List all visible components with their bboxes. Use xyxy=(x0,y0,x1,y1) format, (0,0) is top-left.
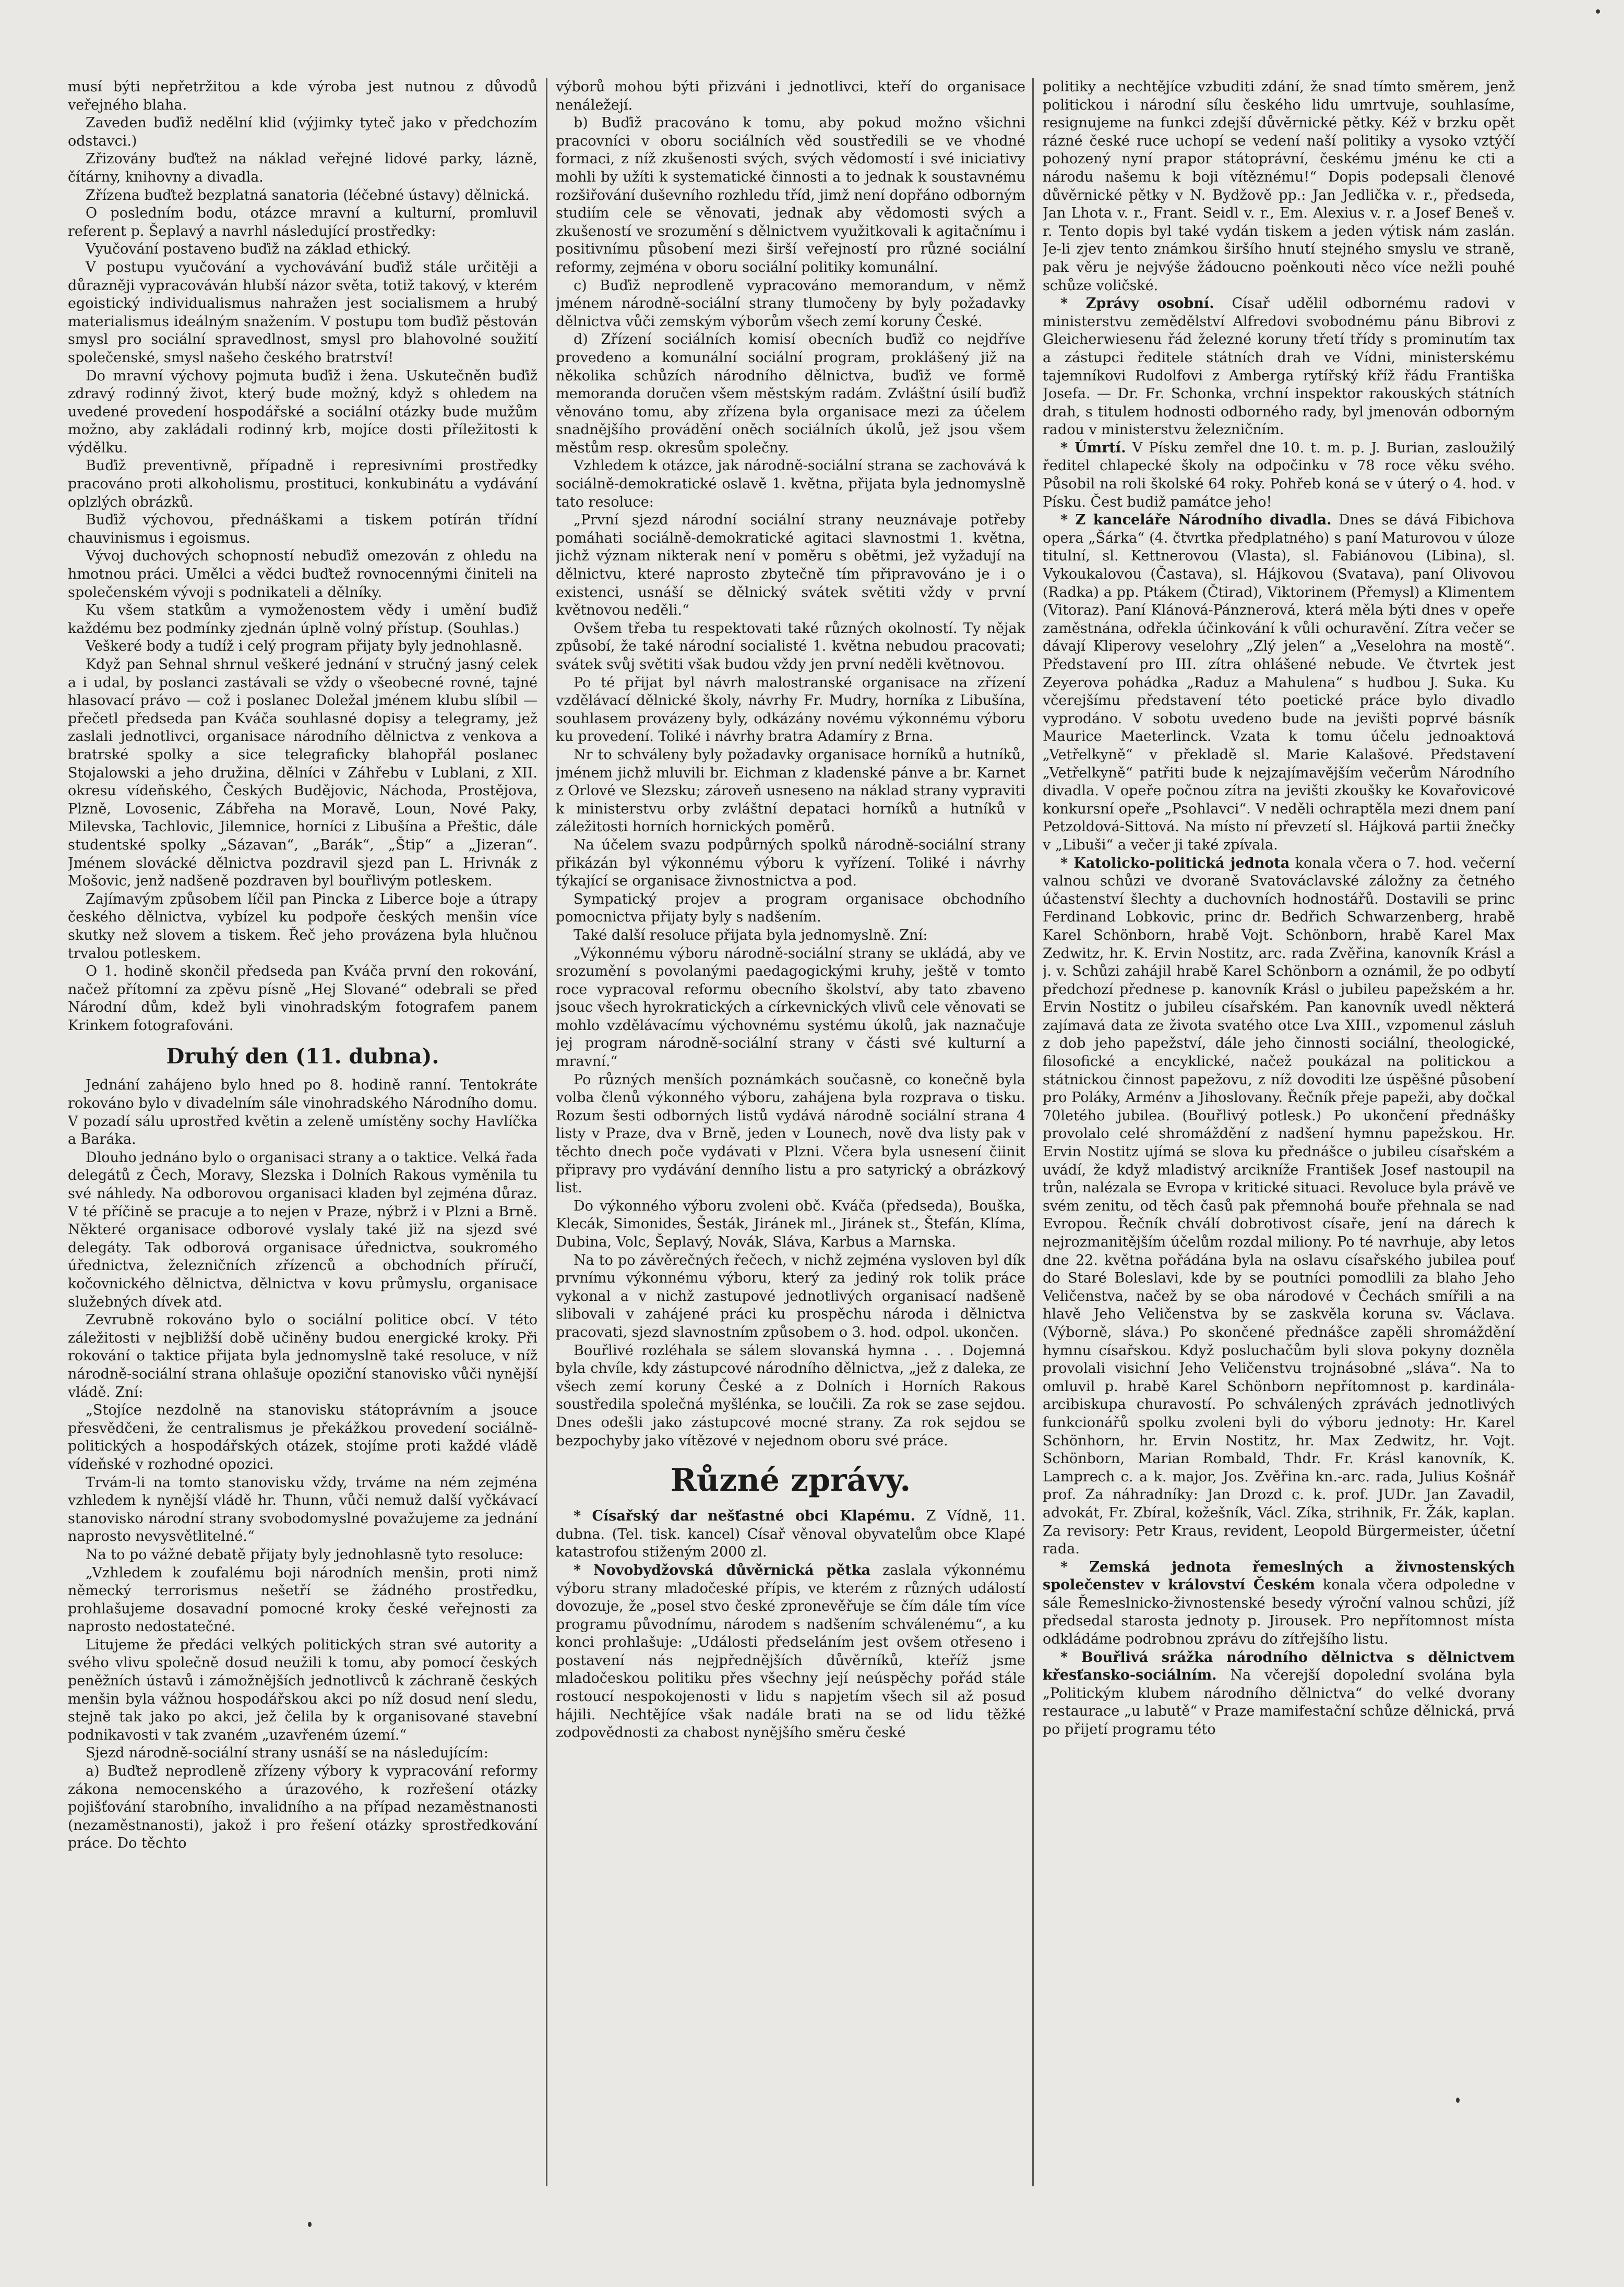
article-paragraph: Ku všem statkům a vymoženostem vědy i umění buďiž každému bez podmínky zjednán úplně volný přístup. (Souhlas.) xyxy=(68,602,538,637)
news-notice xyxy=(1043,511,1515,854)
article-paragraph: Po různých menších poznámkách současně, co konečně byla volba členů výkonného výboru, zahájena byla rozprava o tisku. Rozum šesti odborných listů vydává národně sociální strana 4 listy v Praze, dva v Brně, jeden v Lounech, nově dva listy pak v těchto dnech poče vydávati v Plzni. Včera byla usnesení čiinit připravy pro vydávání denního listu a pro satyrický a obrázkový list. xyxy=(556,1071,1025,1196)
column-rule-2 xyxy=(1032,78,1034,2186)
article-paragraph: „Výkonnému výboru národně-sociální strany se ukládá, aby ve srozumění s povolanými paedagogickými kruhy, ještě v tomto roce vypracoval reformu obecního školství, aby tato zbaveno jsouc všech hyrokratických a církevnických vlivů cele věnovati se mohlo vzdělávacímu výchovnému systému úkolů, jak naznačuje jej program národně-sociální strany v části své kulturní a mravní.“ xyxy=(556,945,1025,1070)
section-heading: Různé zprávy. xyxy=(670,1462,911,1499)
article-paragraph: Sympatický projev a program organisace obchodního pomocnictva přijaty byly s nadšením. xyxy=(556,891,1025,926)
article-paragraph: politiky a nechtějíce vzbuditi zdání, že snad tímto směrem, jenž politickou i národní sílu českého lidu umrtvuje, souhlasíme, resignujeme na funkci zdejší důvěrnické pětky. Kéž v brzku opět rázné české ruce uchopí se vedení naší politiky a vysoko vztýčí pohozený nyní prapor státoprávní, českému jménu ke cti a národu našemu k boji vítěznému!“ Dopis podepsali členové důvěrnické pětky v N. Bydžově pp.: Jan Jedlička v. r., předseda, Jan Lhota v. r., Frant. Seidl v. r., Em. Alexius v. r. a Josef Beneš v. r. Tento dopis byl také vydán tiskem a jeden výtisk nám zaslán. Je-li zjev tento známkou širšího hnutí stejného smyslu ve straně, pak věru je nejvýše žádoucno poěnkouti něco více nežli pouhé schůze voličské. xyxy=(1043,79,1515,294)
article-paragraph: Zřizovány buďtež na náklad veřejné lidové parky, lázně, čítárny, knihovny a divadla. xyxy=(68,151,538,185)
article-paragraph: Do výkonného výboru zvoleni obč. Kváča (předseda), Bouška, Klecák, Simonides, Šesták, Jiránek ml., Jiránek st., Štefán, Klíma, Dubina, Volc, Šeplavý, Novák, Sláva, Karbus a Marnska. xyxy=(556,1198,1025,1250)
notice-title: * Zprávy osobní. xyxy=(1060,295,1214,312)
news-notice xyxy=(1043,855,1515,1559)
article-paragraph: „Stojíce nezdolně na stanovisku státoprávním a jsouce přesvědčeni, že centralismus je překážkou provedení sociálně-politických a hospodářských otázek, stojíme proti každé vládě vídeňské v rozhodné opozici. xyxy=(68,1402,538,1472)
notice-title: * Císařský dar nešťastné obci Klapému. xyxy=(574,1508,916,1525)
article-paragraph: Buďiž výchovou, přednáškami a tiskem potírán třídní chauvinismus i egoismus. xyxy=(68,512,538,546)
notice-body: V Písku zemřel dne 10. t. m. p. J. Burian, zasloužilý ředitel chlapecké školy na odpočinku v 78 roce věku svého. Působil na roli školské 64 roky. Pohřeb koná se v úterý o 4. hod. v Písku. Čest budiž památce jeho! xyxy=(1043,439,1515,510)
news-notice xyxy=(1043,1559,1515,1649)
notice-title: * Novobydžovská důvěrnická pětka xyxy=(574,1562,871,1578)
news-notice xyxy=(1043,439,1515,511)
article-paragraph: Zřízena buďtež bezplatná sanatoria (léčebné ústavy) dělnická. xyxy=(86,187,530,203)
notice-body: Císař udělil odbornému radovi v ministerstvu zemědělství Alfredovi svobodnému pánu Bibrovi z Gleicherwiesenu řád železné koruny třetí třídy s prominutím tax a zástupci ředitele státních drah ve Vídni, ministerskému tajemníkovi Rudolfovi z Amberga rytířský kříž řádu Františka Josefa. — Dr. Fr. Schonka, vrchní inspektor rakouských státních drah, s titulem hodnosti odborného rady, byl jmenován odborným radou v ministerstvu železničním. xyxy=(1043,295,1515,438)
article-paragraph: c) Buďiž neprodleně vypracováno memorandum, v němž jménem národně-sociální strany tlumočeny by byly požadavky dělnictva vůči zemským výborům všech zemí koruny České. xyxy=(556,277,1025,330)
article-paragraph: a) Buďtež neprodleně zřízeny výbory k vypracování reformy zákona nemocenského a úrazového, k rozřešení otázky pojišťování starobního, invalidního a na případ nezaměstnanosti (nezaměstnanosti), jakož i pro řešení otázky sprostředkování práce. Do těchto xyxy=(68,1763,538,1852)
corner-dot xyxy=(1596,9,1600,14)
article-paragraph: Vývoj duchových schopností nebuďiž omezován z ohledu na hmotnou práci. Umělci a vědci buďtež rovnocennými činiteli na společenském vývoji s podnikateli a dělníky. xyxy=(68,548,538,601)
article-paragraph: Do mravní výchovy pojmuta buďiž i žena. Uskutečněn buďiž zdravý rodinný život, který bude možný, když s ohledem na uvedené provedení hospodářské a sociální otázky bude mužům možno, aby zakládali rodinný krb, mojíce dosti příležitosti k výdělku. xyxy=(68,367,538,456)
article-paragraph: „Vzhledem k zoufalému boji národních menšin, proti nimž německý terrorismus nešetří se žádného prostředku, prohlašujeme dosavadní pomocné kroky české veřejnosti za naprosto nedostatečné. xyxy=(68,1564,538,1635)
article-paragraph: Ovšem třeba tu respektovati také různých okolností. Ty nějak způsobí, že také národní socialisté 1. května nebudou pracovati; svátek svůj světiti však budou vždy jen první neděli květnovou. xyxy=(556,620,1025,673)
article-paragraph: Vyučování postaveno buďiž na základ ethický. xyxy=(86,241,411,258)
article-paragraph: „První sjezd národní sociální strany neuznávaje potřeby pomáhati sociálně-demokratické agitaci slavnostmi 1. května, jichž význam nikterak není v poměru s obětmi, jež vyžadují na dělnictvu, které naprosto zbytečně tím připravováno je i o existenci, usnáší se dělnický svátek světiti vždy v první květnovou neděli.“ xyxy=(556,512,1025,619)
column-1 xyxy=(68,78,538,2186)
notice-title: * Katolicko-politická jednota xyxy=(1060,855,1290,871)
article-paragraph: musí býti nepřetržitou a kde výroba jest nutnou z důvodů veřejného blaha. xyxy=(68,79,538,113)
notice-body: zaslala výkonnému výboru strany mladočeské přípis, ve kterém z různých událostí dovozuje, že „posel stvo české zpronevěřuje se čím dále tím více programu původnímu, národem s nadšením schválenému“, a ku konci prohlašuje: „Události předseláním jest ovšem otřeseno i postavení nás nejpřednějších důvěrníků, kteříž jsme mladočeskou politiku přes všechny její neúspěchy pořád stále rostoucí nespokojenosti v lidu s napjetím všech sil až posud hájili. Nechtějíce však nadále brati na se od lidu těžké zodpovědnosti za chabost nynějšího směru české xyxy=(556,1562,1025,1741)
notice-body: Na včerejší dopolední svolána byla „Politickým klubem národního dělnictva“ do velké dvorany restaurace „u labutě“ v Praze mamifestační schůze dělnická, prvá po přijetí programu této xyxy=(1043,1667,1515,1738)
article-paragraph: V postupu vyučování a vychovávání buďiž stále určitěji a důrazněji vypracováván hlubší názor světa, totiž takový, v kterém egoistický individualismus nahražen jest socialismem a hrubý materialismus ideálným snažením. V postupu tom buďiž pěstován smysl pro sociální spravedlnost, smysl pro blahovolné soužití společenské, smysl našeho českého bratrství! xyxy=(68,259,538,366)
article-paragraph: Litujeme že předáci velkých politických stran své autority a svého vlivu společně dosud neužili k tomu, aby pomocí českých peněžních ústavů i zámožnějších jednotlivců k záchraně českých menšin byla vážnou hospodářskou akci po níž dosud není sledu, stejně tak jako po akci, jež čelila by k organisované stavební podnikavosti v tak zvaném „uzavřeném území.“ xyxy=(68,1636,538,1743)
article-paragraph: Na účelem svazu podpůrných spolků národně-sociální strany přikázán byl výkonnému výboru k vyřízení. Toliké i návrhy týkající se organisace živnostnictva a pod. xyxy=(556,836,1025,890)
article-paragraph: Nr to schváleny byly požadavky organisace horníků a hutníků, jménem jichž mluvili br. Eichman z kladenské pánve a br. Karnet z Orlové ve Slezsku; zároveň usneseno na náklad strany vypraviti k ministerstvu orby zvláštní depataci horníků a hutníků v záležitosti horních hornických poměrů. xyxy=(556,746,1025,835)
notice-body: Z Vídně, 11. dubna. (Tel. tisk. kancel) Císař věnoval obyvatelům obce Klapé katastrofou stiženým 2000 zl. xyxy=(556,1508,1025,1561)
print-speck xyxy=(1456,2098,1460,2103)
print-speck xyxy=(308,2222,312,2227)
notice-title: * Bouřlivá srážka národního dělnictva s dělnictvem křesťansko-sociálním. xyxy=(1043,1649,1515,1684)
article-paragraph: Jednání zahájeno bylo hned po 8. hodině ranní. Tentokráte rokováno bylo v divadelním sále vinohradského Národního domu. V pozadí sálu uprostřed květin a zeleně umístěny sochy Havlíčka a Baráka. xyxy=(68,1077,538,1148)
article-paragraph: Na to po závěrečných řečech, v nichž zejména vysloven byl dík prvnímu výkonnému výboru, který za jediný rok tolik práce vykonal a v nichž zastupové jednotlivých organisací nadšeně slibovali v zahájené práci ku prospěchu národa i dělnictva pracovati, sjezd slavnostním způsobem o 3. hod. odpol. ukončen. xyxy=(556,1252,1025,1340)
news-notice xyxy=(556,1507,1025,1562)
article-paragraph: d) Zřízení sociálních komisí obecních buďiž co nejdříve provedeno a komunální sociální program, proklášený již na několika schůzích národního dělnictva, buďiž ve formě memoranda doručen všem městským radám. Zvláštní úsilí buďiž věnováno tomu, aby zřízena byla organisace mezi za účelem snadnějšího provádění oněch sociálních úkolů, jež jsou všem městům resp. okresům společny. xyxy=(556,331,1025,456)
news-notice xyxy=(1043,295,1515,439)
article-paragraph: Trvám-li na tomto stanovisku vždy, trváme na ném zejména vzhledem k nynější vládě hr. Thunn, vůči nemuž další vyčkávací stanovisko národní strany svobodomyslné považujeme za jednání naprosto nevysvětlitelné.“ xyxy=(68,1474,538,1545)
article-paragraph: Zajímavým způsobem líčil pan Pincka z Liberce boje a útrapy českého dělnictva, vybízel ku podpoře českých menšin více skutky než slovem a tiskem. Řeč jeho provázena byla hlučnou trvalou potleskem. xyxy=(68,891,538,962)
section-heading: Druhý den (11. dubna). xyxy=(166,1044,439,1069)
article-paragraph: Také další resoluce přijata byla jednomyslně. Zní: xyxy=(574,927,928,943)
article-paragraph: Zaveden buďiž nedělní klid (výjimky tyteč jako v předchozím odstavci.) xyxy=(68,115,538,149)
news-notice xyxy=(556,1562,1025,1742)
notice-body: Dnes se dává Fibichova opera „Šárka“ (4. čtvrtka předplatného) s paní Maturovou v úloze titulní, sl. Kettnerovou (Vlasta), sl. Fabiánovou (Libina), sl. Vykoukalovou (Častava), sl. Hájkovou (Svatava), paní Olivovou (Radka) a pp. Ptákem (Čtirad), Viktorinem (Přemysl) a Klimentem (Vitoraz). Paní Klánová-Pánznerová, která měla býti dnes v opeře zaměstnána, odřekla účinkování k vůli ochuravění. Zítra večer se dávají Kliperovy veselohry „Zlý jelen“ a „Veselohra na mostě“. Představení pro III. zítra ohlášené nebude. Ve čtvrtek jest Zeyerova pohádka „Raduz a Mahulena“ s hudbou J. Suka. Ku včerejšímu představení této poetické práce bylo divadlo vyprodáno. V sobotu uvedeno bude na jevišti poprvé básník Maurice Maeterlinck. Vzata k tomu účelu jednoaktová „Vetřelkyně“ v překladě sl. Marie Kalašové. Představení „Vetřelkyně“ patřiti bude k nejzajímavějším večerům Národního divadla. V opeře počnou zítra na jevišti zkoušky ke Kovařovicové konkursní opeře „Psohlavci“. V neděli ochraptěla mezi dnem paní Petzoldová-Sittová. Na místo ní převzetí sl. Hájková partii žnečky v „Libuši“ a večer ji také zpívala. xyxy=(1043,512,1515,853)
article-paragraph: Buďiž preventivně, případně i represivními prostředky pracováno proti alkoholismu, prostituci, konkubinátu a vydávání oplzlých obrázků. xyxy=(68,458,538,510)
notice-body: konala včera odpoledne v sále Řemeslnicko-živnostenské besedy výroční valnou schůzi, jíž předsedal starosta jednoty p. Jirousek. Pro nepřítomnost místa odkládáme podrobnou zprávu do zítřejšího listu. xyxy=(1043,1577,1515,1648)
column-rule-1 xyxy=(546,78,547,2186)
article-paragraph: Vzhledem k otázce, jak národně-sociální strana se zachovává k sociálně-demokratické oslavě 1. května, přijata byla jednomyslně tato resoluce: xyxy=(556,458,1025,510)
column-2 xyxy=(556,78,1025,2186)
article-paragraph: Sjezd národně-sociální strany usnáší se na následujícím: xyxy=(86,1745,488,1762)
notice-body: konala včera o 7. hod. večerní valnou schůzi ve dvoraně Svatováclavské záložny za četného účastenství šlechty a duchovních hodnostářů. Dostavili se princ Ferdinand Lobkovic, princ dr. Bedřich Schwarzenberg, hrabě Karel Schönborn, hrabě Vojt. Schönborn, hrabě Karel Max Zedwitz, hr. K. Ervin Nostitz, arc. rada Zvěřina, kanovník Krásl a j. v. Schůzi zahájil hrabě Karel Schönborn a oznámil, že po odbytí předchozí přednese p. kanovník Krásl o jubileu papežském a hr. Ervin Nostitz o jubileu císařském. Pan kanovník uvedl některá zajímavá data ze života svatého otce Lva XIII., vzpomenul zásluh z dob jeho papežství, dále jeho činnosti sociální, theologické, filosofické a encyklické, načež poukázal na politickou a státnickou činnost papežovu, z níž dovoditi lze úspěšné působení pro Poláky, Arménv a Jihoslovany. Řečník přeje papeži, aby dočkal 70letého jubilea. (Bouřlivý potlesk.) Po ukončení přednášky provolalo celé shromáždění z nadšení hymnu papežskou. Hr. Ervin Nostitz ujímá se slova ku přednášce o jubileu císařském a uvádí, že když mladistvý arcikníže František Josef nastoupil na trůn, nalézala se Evropa v kritické situaci. Revoluce byla právě ve svém zenitu, od těch časů pak přemnohá bouře přehnala se nad Evropou. Řečník chválí dobrotivost císaře, jení na dárech k nejrozmanitějším účelům rozdal miliony. Po té navrhuje, aby letos dne 22. května pořádána byla na oslavu císařského jubilea pouť do Staré Boleslavi, kde by se poutníci pomodlili za blaho Jeho Veličenstva, načež by se oba národové v Čechách smířili a na hlavě Jeho Veličenstva by se zaskvěla koruna sv. Václava. (Výborně, sláva.) Po skončené přednášce zapěli shromáždění hymnu císařskou. Když posluchačům byli slova pokyny dozněla provolali visichní Jeho Veličenstvu trojnásobné „sláva“. Na to omluvil p. hrabě Karel Schönborn nepřítomnost p. kardinála-arcibiskupa churavostí. Po schválených zprávách jednotlivých funkcionářů spolku zvoleni byli do výboru jednoty: Hr. Karel Schönhorn, hr. Ervin Nostitz, hr. Max Zedwitz, hr. Vojt. Schönborn, Marian Rombald, Thdr. Fr. Krásl kanovník, K. Lamprech c. a k. major, Jos. Zvěřina kn.-arc. rada, Julius Košnář prof. Za náhradníky: Jan Drozd c. k. prof. JUDr. Jan Zavadil, advokát, Fr. Zbíral, kožešník, Václ. Zíka, strihnik, Fr. Žák, kaplan. Za revisory: Petr Kraus, revident, Leopold Bürgermeister, účetní rada. xyxy=(1043,855,1515,1558)
notice-title: * Zemská jednota řemeslných a živnostenských společenstev v království Českém xyxy=(1043,1559,1515,1594)
column-3 xyxy=(1043,78,1515,2186)
notice-title: * Z kanceláře Národního divadla. xyxy=(1060,512,1332,529)
notice-title: * Úmrtí. xyxy=(1060,439,1126,456)
news-notice xyxy=(1043,1649,1515,1739)
article-paragraph: Zevrubně rokováno bylo o sociální politice obcí. V této záležitosti v nejbližší době učiněny budou energické kroky. Při rokování o taktice přijata byla jednomyslně také resoluce, v níž národně-sociální strana ohlašuje opoziční stanovisko vůči nynější vládě. Zní: xyxy=(68,1312,538,1400)
article-paragraph: výborů mohou býti přizváni i jednotlivci, kteří do organisace nenáležejí. xyxy=(556,79,1025,113)
article-paragraph: Dlouho jednáno bylo o organisaci strany a o taktice. Velká řada delegátů z Čech, Moravy, Slezska i Dolních Rakous vyměnila tu své náhledy. Na odborovou organisaci kladen byl zejména důraz. V té příčině se pracuje a to nejen v Praze, nýbrž i v Plzni a Brně. Některé organisace odborové vyslaly také již na sjezd své delegáty. Tak odborová organisace úřednictva, soukromého úřednictva, železničních zřízenců a obchodních příručí, kočovnického dělnictva, dělnictva v kovu průmyslu, organisace služebných dívek atd. xyxy=(68,1149,538,1310)
article-paragraph: Na to po vážné debatě přijaty byly jednohlasně tyto resoluce: xyxy=(86,1546,523,1563)
article-paragraph: b) Buďiž pracováno k tomu, aby pokud možno všichni pracovníci v oboru sociálních věd soustředili se ve vhodné formaci, z níž zkušenosti svých, svých vědomostí i své iniciativy mohli by užíti k systematické činnosti a to jednak k soustavnému rozšiřování duševního rozhledu tříd, jimž není dopřáno odborným studiím cele se věnovati, jednak aby vědomosti svých a zkušeností ve srozumění s dělnictvem využitkovali k agitačnímu i positivnímu působení mezi širší veřejností pro různé sociální reformy, zejména v oboru sociální politiky komunální. xyxy=(556,115,1025,276)
article-paragraph: Bouřlivé rozléhala se sálem slovanská hymna . . . Dojemná byla chvíle, kdy zástupcové národního dělnictva, „jež z daleka, ze všech zemí koruny České a z Dolních i Horních Rakous soustředila společná myšlénka, se loučili. Za rok se zase sejdou. Dnes odešli jako zástupcové mocné strany. Za rok sejdou se bezpochyby jako vítězové v nejednom oboru své práce. xyxy=(556,1342,1025,1449)
article-paragraph: O 1. hodině skončil předseda pan Kváča první den rokování, načež přítomní za zpěvu písně „Hej Slované“ odebrali se před Národní dům, kdež byli vinohradským fotografem panem Krinkem fotografováni. xyxy=(68,963,538,1034)
article-paragraph: Když pan Sehnal shrnul veškeré jednání v stručný jasný celek a i udal, by poslanci zastávali se vždy o všeobecné rovné, tajné hlasovací právo — což i poslanec Doležal jménem klubu slíbil — přečetl předseda pan Kváča souhlasné dopisy a telegramy, jež zaslali jednotlivci, organisace národního dělnictva z venkova a bratrské spolky a sice telegraficky blahopřál poslanec Stojalowski a jeho družina, dělníci v Záhřebu v Lublani, z XII. okresu vídeňského, Českých Budějovic, Náchoda, Prostějova, Plzně, Lovosenic, Zábřeha na Moravě, Loun, Nové Paky, Milevska, Tachlovic, Jilemnice, horníci z Libušína a Přeštic, dále studentské spolky „Sázavan“, „Barák“, „Štip“ a „Jizeran“. Jménem slovácké dělnictva pozdravil sjezd pan L. Hrivnák z Mošovic, jenž nadšeně pozdraven byl bouřlivým potleskem. xyxy=(68,656,538,890)
article-paragraph: O posledním bodu, otázce mravní a kulturní, promluvil referent p. Šeplavý a navrhl následující prostředky: xyxy=(68,205,538,240)
article-paragraph: Veškeré body a tudíž i celý program přijaty byly jednohlasně. xyxy=(86,638,522,655)
article-paragraph: Po té přijat byl návrh malostranské organisace na zřízení vzdělávací dělnické školy, návrhy Fr. Mudry, horníka z Libušína, souhlasem provázeny byly, odkázány novému výkonnému výboru ku provedení. Toliké i návrhy bratra Adamíry z Brna. xyxy=(556,674,1025,745)
